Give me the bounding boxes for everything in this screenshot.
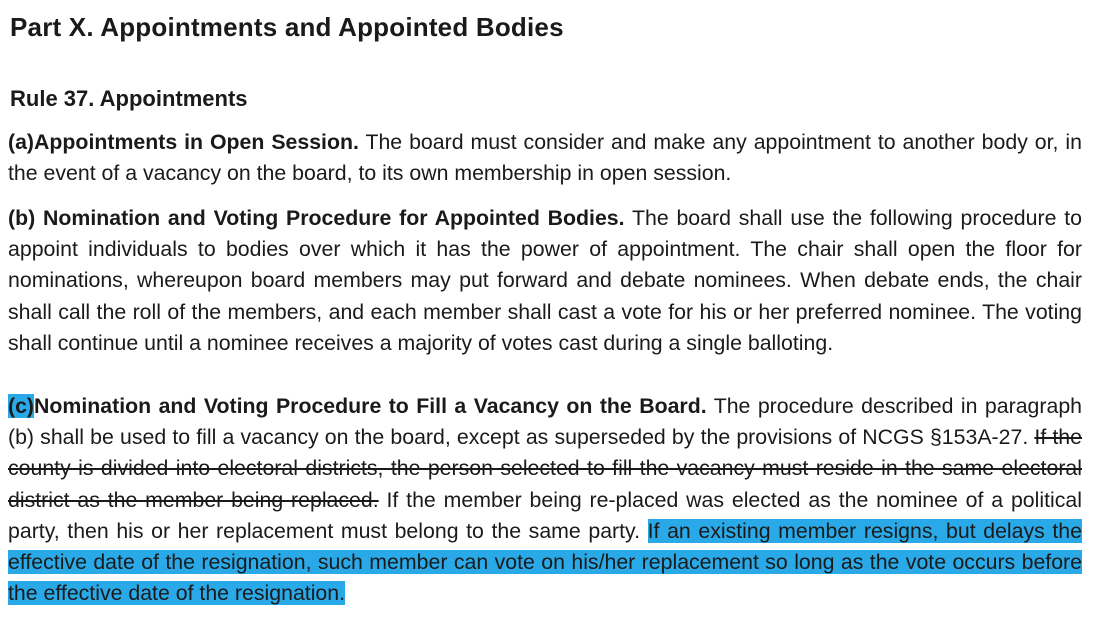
paragraph-c-heading: Nomination and Voting Procedure to Fill a Vacancy on the Board. [34, 394, 707, 418]
paragraph-b [8, 203, 1082, 359]
rule-title: Rule 37. Appointments [10, 86, 248, 111]
paragraph-a-text: The board must consider and make any appointment to another body or, in the event of a vacancy on the board, to its own membership in open session. [8, 130, 1082, 186]
paragraph-a-heading: Appointments in Open Session. [34, 130, 359, 154]
paragraph-c-marker: (c) [8, 394, 35, 418]
paragraph-b-marker: (b) [8, 206, 36, 230]
paragraph-b-heading: Nomination and Voting Procedure for Appointed Bodies. [43, 206, 625, 230]
paragraph-c-highlighted-text: If an existing member resigns, but delays the effective date of the resignation, such member can vote on his/her replacement so long as the vote occurs before the effective date of the resignation. [8, 518, 1082, 606]
paragraph-a-marker: (a) [8, 130, 35, 154]
paragraph-b-text: The board shall use the following procedure to appoint individuals to bodies over which it has the power of appointment. The chair shall open the floor for nominations, whereupon board members may put forward and debate nominees. When debate ends, the chair shall call the roll of the members, and each member shall cast a vote for his or her preferred nominee. The voting shall continue until a nominee receives a majority of votes cast during a single balloting. [8, 206, 1082, 355]
paragraph-c-struck-text: If the county is divided into electoral districts, the person selected to fill the vacancy must reside in the same electoral district as the member being replaced. [8, 425, 1083, 512]
paragraph-a [8, 127, 1082, 189]
paragraph-c-text-2: If the member being re-placed was elected as the nominee of a political party, then his or her replacement must belong to the same party. [8, 487, 1082, 543]
paragraph-c [8, 391, 1082, 609]
part-title: Part X. Appointments and Appointed Bodies [10, 12, 564, 42]
paragraph-c-text-1: The procedure described in paragraph (b) shall be used to fill a vacancy on the board, except as superseded by the provisions of NCGS §153A-27. [8, 394, 1083, 450]
